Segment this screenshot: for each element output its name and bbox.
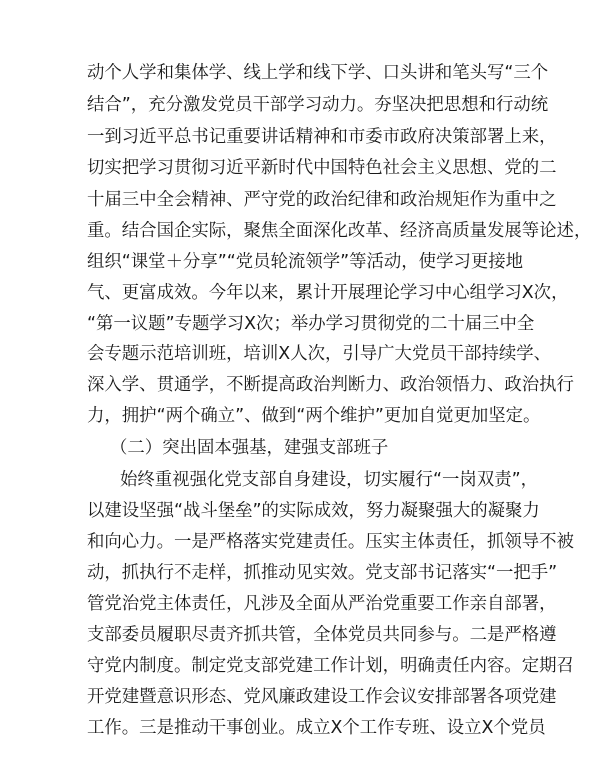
body-text-line: “第一议题”专题学习X次；举办学习贯彻党的二十届三中全 bbox=[87, 314, 535, 334]
body-text-line: 会专题示范培训班，培训X人次，引导广大党员干部持续学、 bbox=[87, 344, 552, 364]
body-text-line: 深入学、贯通学，不断提高政治判断力、政治领悟力、政治执行 bbox=[87, 375, 574, 395]
body-text-line: 结合”，充分激发党员干部学习动力。夯坚决把思想和行动统 bbox=[87, 95, 549, 115]
body-text-line: 切实把学习贯彻习近平新时代中国特色社会主义思想、党的二 bbox=[87, 158, 557, 178]
body-text-line: 气、更富成效。今年以来，累计开展理论学习中心组学习X次， bbox=[87, 283, 569, 303]
body-text-line: 管党治党主体责任，凡涉及全面从严治党重要工作亲自部署， bbox=[87, 594, 557, 614]
body-text-line: 组织“课堂＋分享”“党员轮流领学”等活动，使学习更接地 bbox=[87, 252, 524, 272]
body-text-line: 力，拥护“两个确立”、做到“两个维护”更加自觉更加坚定。 bbox=[87, 406, 541, 426]
body-text-line: 重。结合国企实际，聚焦全面深化改革、经济高质量发展等论述， bbox=[87, 221, 591, 241]
body-text-line: 以建设坚强“战斗堡垒”的实际成效，努力凝聚强大的凝聚力 bbox=[87, 501, 540, 521]
body-text-line: 一到习近平总书记重要讲话精神和市委市政府决策部署上来， bbox=[87, 127, 557, 147]
body-text-line: 工作。三是推动干事创业。成立X个工作专班、设立X个党员 bbox=[87, 718, 546, 738]
body-text-line: 动个人学和集体学、线上学和线下学、口头讲和笔头写“三个 bbox=[87, 63, 549, 83]
body-text-line: 守党内制度。制定党支部党建工作计划，明确责任内容。定期召 bbox=[87, 656, 574, 676]
body-text-line: 十届三中全会精神、严守党的政治纪律和政治规矩作为重中之 bbox=[87, 190, 557, 210]
body-text-line: 开党建暨意识形态、党风廉政建设工作会议安排部署各项党建 bbox=[87, 687, 557, 707]
section-heading: （二）突出固本强基，建强支部班子 bbox=[110, 438, 389, 458]
body-text-line: 始终重视强化党支部自身建设，切实履行“一岗双责”， bbox=[120, 470, 539, 490]
body-text-line: 支部委员履职尽责齐抓共管，全体党员共同参与。二是严格遵 bbox=[87, 625, 557, 645]
body-text-line: 动，抓执行不走样，抓推动见实效。党支部书记落实“一把手” bbox=[87, 563, 558, 583]
body-text-line: 和向心力。一是严格落实党建责任。压实主体责任，抓领导不被 bbox=[87, 532, 574, 552]
